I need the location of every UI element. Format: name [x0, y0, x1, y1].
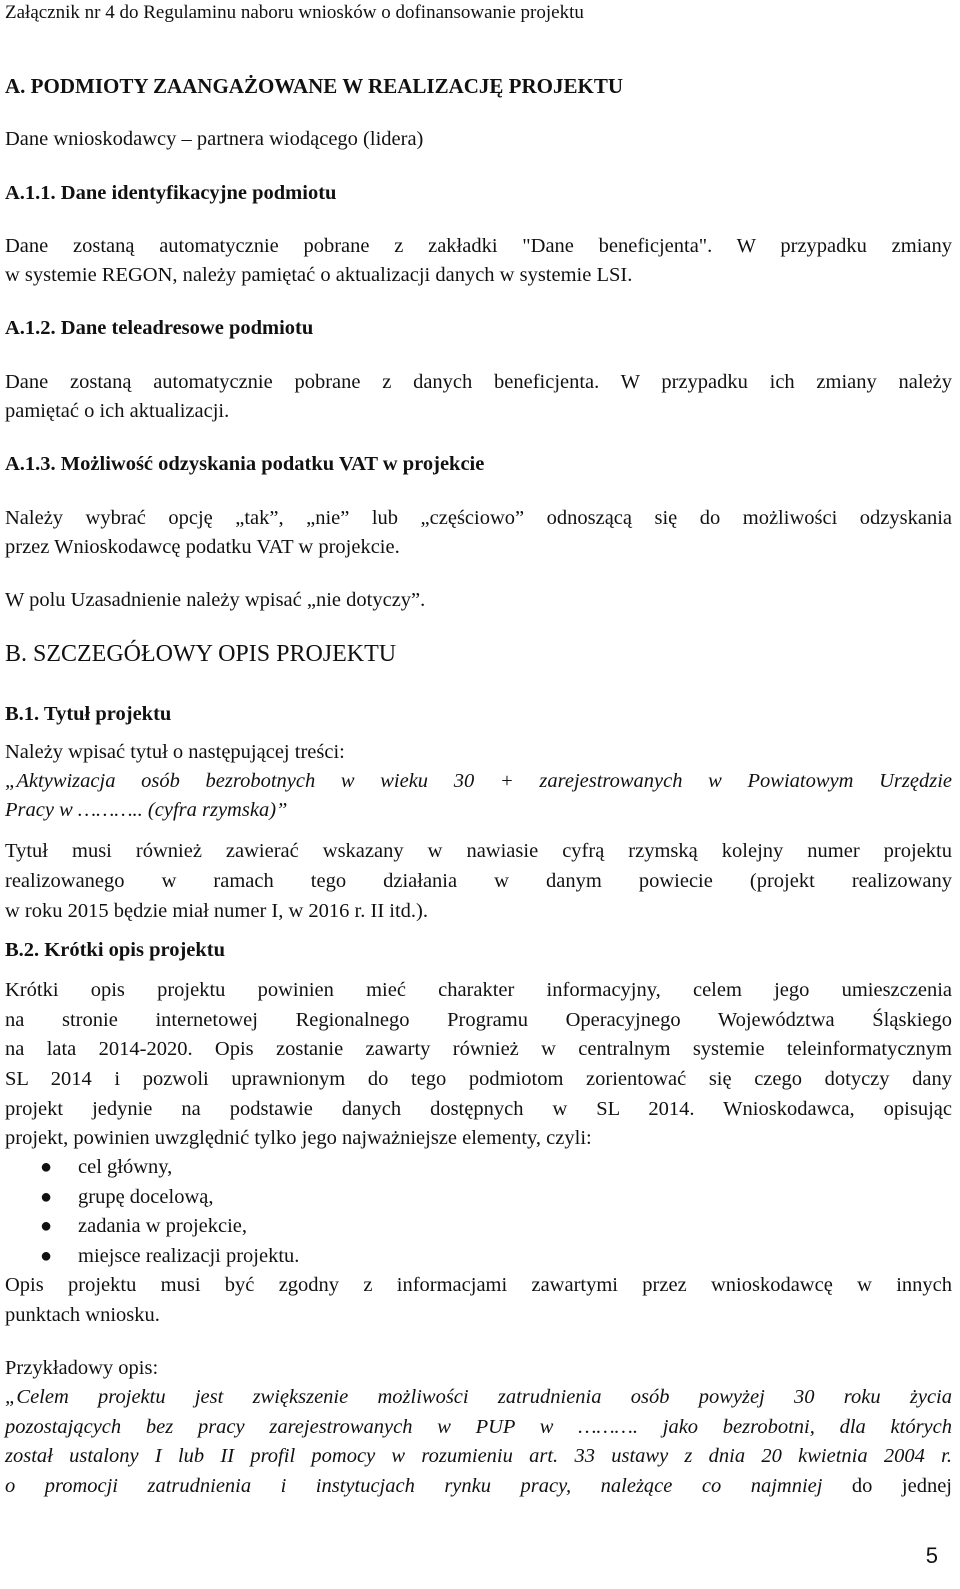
- bullet-item: zadania w projekcie,: [78, 1215, 248, 1237]
- bullet-item: grupę docelową,: [78, 1186, 214, 1208]
- page-number: 5: [925, 1543, 938, 1568]
- a11-line: w systemie REGON, należy pamiętać o aktualizacji danych w systemie LSI.: [5, 264, 633, 286]
- b2-line: Krótki opis projektu powinien mieć charakter informacyjny, celem jego umieszczenia: [5, 979, 952, 1001]
- bullet-icon: ●: [40, 1215, 53, 1237]
- example-line: pozostających bez pracy zarejestrowanych w PUP w ………. jako bezrobotni, dla których: [5, 1416, 952, 1438]
- a11-line: Dane zostaną automatycznie pobrane z zakładki "Dane beneficjenta". W przypadku zmiany: [5, 235, 952, 257]
- b2-line: projekt jedynie na podstawie danych dostępnych w SL 2014. Wnioskodawca, opisując: [5, 1098, 952, 1120]
- b1-line: realizowanego w ramach tego działania w danym powiecie (projekt realizowany: [5, 870, 952, 892]
- b1-line: Tytuł musi również zawierać wskazany w nawiasie cyfrą rzymską kolejny numer projektu: [5, 840, 952, 862]
- example-tail: do jednej: [822, 1475, 952, 1497]
- bullet-item: cel główny,: [78, 1156, 173, 1178]
- bullet-icon: ●: [40, 1186, 53, 1208]
- a12-heading: A.1.2. Dane teleadresowe podmiotu: [5, 317, 314, 339]
- bullet-icon: ●: [40, 1156, 53, 1178]
- section-a-subtitle: Dane wnioskodawcy – partnera wiodącego (lidera): [5, 128, 424, 150]
- b2-after-line: Opis projektu musi być zgodny z informacjami zawartymi przez wnioskodawcę w innych: [5, 1274, 952, 1296]
- example-line: „Celem projektu jest zwiększenie możliwości zatrudnienia osób powyżej 30 roku życia: [5, 1386, 952, 1408]
- example-line: został ustalony I lub II profil pomocy w rozumieniu art. 33 ustawy z dnia 20 kwietnia 2004 r.: [5, 1445, 952, 1467]
- section-b-title: B. SZCZEGÓŁOWY OPIS PROJEKTU: [5, 641, 397, 667]
- example-line: o promocji zatrudnienia i instytucjach rynku pracy, należące co najmniej: [5, 1475, 823, 1497]
- b1-quote-line: „Aktywizacja osób bezrobotnych w wieku 30 + zarejestrowanych w Powiatowym Urzędzie: [5, 770, 952, 792]
- b2-after-line: punktach wniosku.: [5, 1304, 160, 1326]
- b2-line: na lata 2014-2020. Opis zostanie zawarty również w centralnym systemie teleinformatycznym: [5, 1038, 952, 1060]
- b2-line: projekt, powinien uwzględnić tylko jego najważniejsze elementy, czyli:: [5, 1127, 592, 1149]
- b2-line: na stronie internetowej Regionalnego Programu Operacyjnego Województwa Śląskiego: [5, 1009, 952, 1031]
- b2-heading: B.2. Krótki opis projektu: [5, 939, 226, 961]
- a12-line: Dane zostaną automatycznie pobrane z danych beneficjenta. W przypadku ich zmiany należy: [5, 371, 952, 393]
- a13-line: W polu Uzasadnienie należy wpisać „nie dotyczy”.: [5, 589, 426, 611]
- example-line-mixed: [5, 1473, 952, 1499]
- b1-quote-line: Pracy w ……….. (cyfra rzymska)”: [5, 799, 288, 821]
- b1-heading: B.1. Tytuł projektu: [5, 703, 172, 725]
- a13-heading: A.1.3. Możliwość odzyskania podatku VAT w projekcie: [5, 453, 485, 475]
- b2-line: SL 2014 i pozwoli uprawnionym do tego podmiotom zorientować się czego dotyczy dany: [5, 1068, 952, 1090]
- b1-line: w roku 2015 będzie miał numer I, w 2016 r. II itd.).: [5, 900, 429, 922]
- a11-heading: A.1.1. Dane identyfikacyjne podmiotu: [5, 182, 337, 204]
- bullet-item: miejsce realizacji projektu.: [78, 1245, 300, 1267]
- bullet-icon: ●: [40, 1245, 53, 1267]
- example-label: Przykładowy opis:: [5, 1357, 159, 1379]
- a13-line: Należy wybrać opcję „tak”, „nie” lub „częściowo” odnoszącą się do możliwości odzyskania: [5, 507, 952, 529]
- b1-intro: Należy wpisać tytuł o następującej treści:: [5, 741, 345, 763]
- a12-line: pamiętać o ich aktualizacji.: [5, 400, 230, 422]
- a13-line: przez Wnioskodawcę podatku VAT w projekcie.: [5, 536, 400, 558]
- header-note: Załącznik nr 4 do Regulaminu naboru wniosków o dofinansowanie projektu: [5, 2, 584, 23]
- section-a-title: A. PODMIOTY ZAANGAŻOWANE W REALIZACJĘ PROJEKTU: [5, 74, 624, 98]
